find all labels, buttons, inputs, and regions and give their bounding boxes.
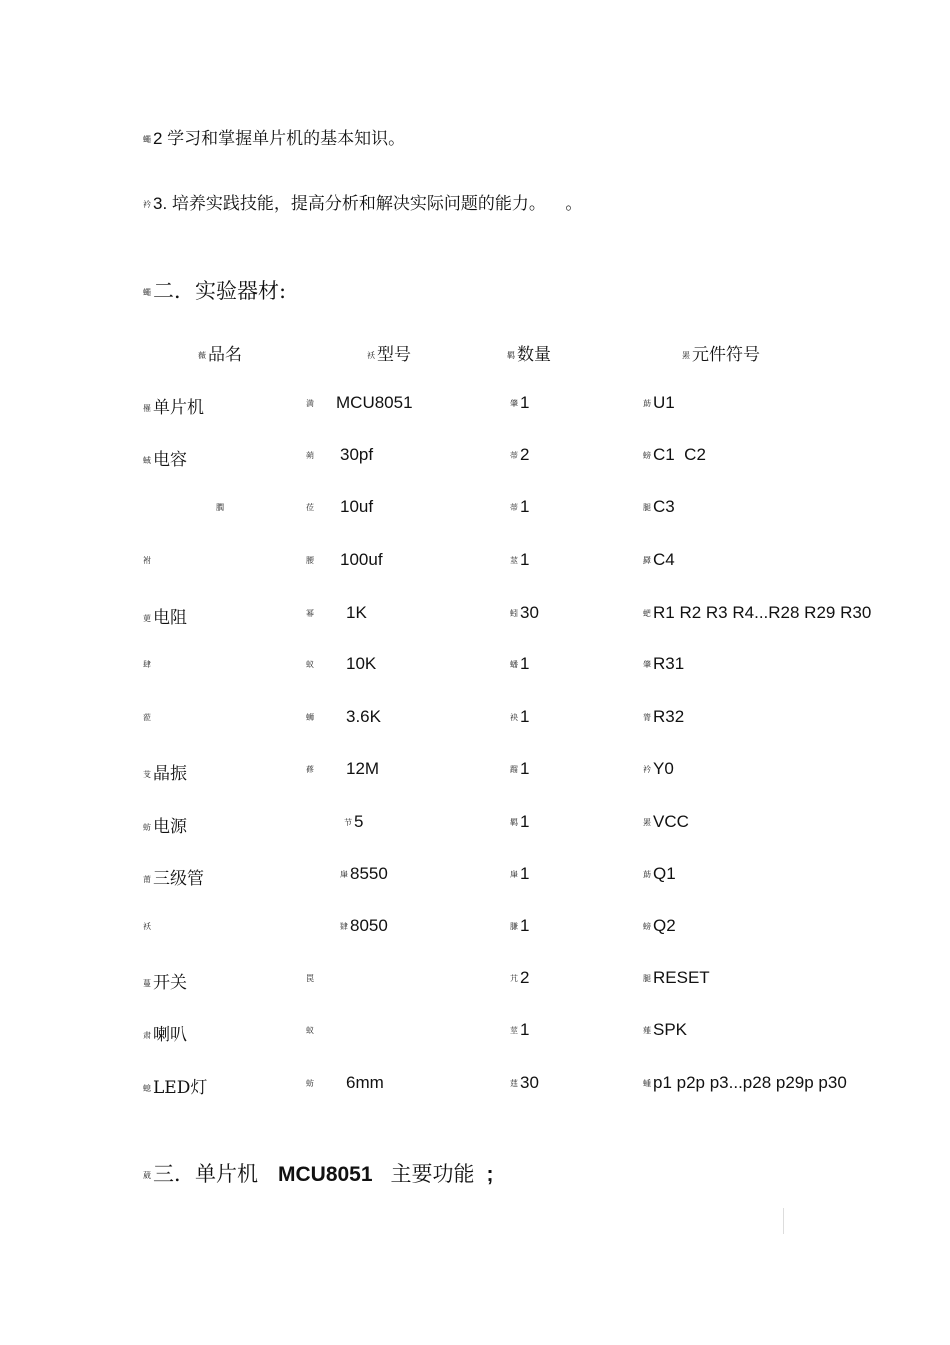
qty-text: 1 <box>520 550 530 569</box>
cell-qty <box>510 497 529 517</box>
section-heading-functions <box>143 1158 494 1188</box>
glyph-mark: 肁 <box>510 870 518 880</box>
cell-symbol <box>643 759 674 779</box>
cell-name <box>143 864 204 889</box>
model-text: 3.6K <box>346 707 381 726</box>
glyph-mark: 蒴 <box>306 451 314 461</box>
objective-text: 2 学习和掌握单片机的基本知识。 <box>153 129 406 148</box>
cell-qty <box>510 968 529 988</box>
glyph-mark: 蚄 <box>306 1079 314 1089</box>
qty-text: 1 <box>520 916 530 935</box>
objective-tail: 。 <box>565 194 583 214</box>
qty-text: 1 <box>520 864 530 883</box>
model-text: MCU8051 <box>336 393 413 412</box>
glyph-mark: 螅 <box>143 1084 151 1093</box>
cell-model <box>340 916 388 936</box>
cell-name <box>216 497 226 517</box>
cell-symbol <box>643 812 689 832</box>
section-heading-equipment <box>143 275 286 305</box>
cell-qty <box>510 864 529 884</box>
objective-2 <box>143 124 405 149</box>
glyph-mark: 莇 <box>643 870 651 880</box>
glyph-mark: 蚁 <box>306 660 314 670</box>
glyph-mark: 蔓 <box>143 979 151 988</box>
symbol-text: RESET <box>653 968 710 987</box>
glyph-mark: 莛 <box>510 1079 518 1089</box>
cell-symbol <box>643 968 710 988</box>
cell-model <box>344 812 363 832</box>
glyph-mark: 蒞 <box>143 713 151 722</box>
cell-symbol <box>643 550 675 570</box>
symbol-text: C4 <box>653 550 675 569</box>
glyph-mark: 幂 <box>306 609 314 619</box>
section-title-end: ; <box>486 1163 494 1186</box>
glyph-mark: 罹 <box>143 404 151 413</box>
qty-text: 1 <box>520 1020 530 1039</box>
glyph-mark: 蚆 <box>643 609 651 619</box>
glyph-mark: 肁 <box>340 870 348 880</box>
cell-model <box>306 968 316 988</box>
glyph-mark: 蒂 <box>510 503 518 513</box>
glyph-mark: 莇 <box>643 399 651 409</box>
name-text: 单片机 <box>153 398 204 418</box>
cell-name <box>143 393 204 418</box>
symbol-text: C1 C2 <box>653 445 706 464</box>
symbol-text: C3 <box>653 497 675 516</box>
cell-name <box>143 550 153 570</box>
section-title-suffix: 主要功能 <box>390 1162 475 1186</box>
objective-3 <box>143 189 582 214</box>
cell-qty <box>510 1020 529 1040</box>
cell-name <box>143 916 153 936</box>
glyph-mark: 肆 <box>143 660 151 669</box>
name-text: LED灯 <box>153 1078 208 1098</box>
symbol-text: SPK <box>653 1020 688 1039</box>
header-symbol <box>682 340 760 365</box>
cell-model <box>306 707 381 727</box>
glyph-mark: 葳 <box>143 1171 151 1180</box>
header-name <box>198 340 242 365</box>
glyph-mark: 腿 <box>643 503 651 513</box>
glyph-mark: 蚁 <box>306 1026 314 1036</box>
objective-text: 3. 培养实践技能，提高分析和解决实际问题的能力。 <box>153 194 538 213</box>
name-text: 晶振 <box>153 764 187 784</box>
model-text: 8550 <box>350 864 388 883</box>
cell-qty <box>510 603 539 623</box>
glyph-mark: 羁 <box>510 818 518 828</box>
glyph-mark: 膂 <box>643 713 651 723</box>
cell-qty <box>510 445 529 465</box>
cell-symbol <box>643 1073 847 1093</box>
cell-symbol <box>643 707 684 727</box>
cell-name <box>143 759 187 784</box>
glyph-mark: 罴 <box>643 818 651 828</box>
glyph-mark: 螃 <box>643 922 651 932</box>
cell-qty <box>510 393 529 413</box>
header-quantity <box>507 340 551 365</box>
glyph-mark: 羁 <box>507 351 515 360</box>
glyph-mark: 袝 <box>143 556 151 565</box>
glyph-mark: 蠅 <box>143 135 151 144</box>
qty-text: 1 <box>520 654 530 673</box>
cell-qty <box>510 707 529 727</box>
glyph-mark: 薇 <box>198 351 206 360</box>
header-label: 元件符号 <box>692 345 760 365</box>
header-model <box>367 340 411 365</box>
cell-model <box>306 603 367 623</box>
model-text: 100uf <box>340 550 383 569</box>
name-text: 三级管 <box>153 869 204 889</box>
symbol-text: Y0 <box>653 759 674 778</box>
qty-text: 1 <box>520 707 530 726</box>
section-title-bold: MCU8051 <box>278 1163 373 1186</box>
glyph-mark: 肃 <box>143 1031 151 1040</box>
glyph-mark: 羄 <box>643 556 651 566</box>
glyph-mark: 蟠 <box>510 660 518 670</box>
cell-name <box>143 445 187 470</box>
glyph-mark: 蛳 <box>306 713 314 723</box>
glyph-mark: 腰 <box>306 556 314 566</box>
glyph-mark: 芁 <box>510 974 518 984</box>
model-text: 10uf <box>340 497 374 516</box>
glyph-mark: 莁 <box>510 556 518 566</box>
cell-symbol <box>643 654 684 674</box>
glyph-mark: 袂 <box>510 713 518 723</box>
cell-qty <box>510 1073 539 1093</box>
glyph-mark: 衿 <box>643 765 651 775</box>
glyph-mark: 肇 <box>643 660 651 670</box>
qty-text: 2 <box>520 968 530 987</box>
cell-symbol <box>643 393 675 413</box>
model-text: 12M <box>346 759 380 778</box>
qty-text: 1 <box>520 759 530 778</box>
cell-model <box>306 393 413 413</box>
model-text: 10K <box>346 654 377 673</box>
glyph-mark: 衿 <box>143 200 151 209</box>
glyph-mark: 膶 <box>216 503 224 512</box>
glyph-mark: 蜮 <box>143 456 151 465</box>
model-text: 8050 <box>350 916 388 935</box>
glyph-mark: 莆 <box>143 875 151 884</box>
cell-name <box>143 1073 207 1098</box>
glyph-mark: 肇 <box>510 399 518 409</box>
cell-qty <box>510 759 529 779</box>
name-text: 电阻 <box>153 608 187 628</box>
glyph-mark: 腿 <box>643 974 651 984</box>
name-text: 开关 <box>153 973 187 993</box>
glyph-mark: 莄 <box>143 614 151 623</box>
glyph-mark: 蚓 <box>510 609 518 619</box>
qty-text: 1 <box>520 393 530 412</box>
glyph-mark: 蹓 <box>510 765 518 775</box>
glyph-mark: 蝩 <box>643 1079 651 1089</box>
name-text: 电容 <box>153 450 187 470</box>
cell-symbol <box>643 916 676 936</box>
cell-qty <box>510 812 529 832</box>
model-text: 30pf <box>340 445 374 464</box>
cell-qty <box>510 654 529 674</box>
qty-text: 1 <box>520 497 530 516</box>
glyph-mark: 袄 <box>367 351 375 360</box>
cell-model <box>306 497 373 517</box>
symbol-text: R32 <box>653 707 685 726</box>
name-text: 电源 <box>153 817 187 837</box>
section-title: 二．实验器材: <box>153 279 287 303</box>
glyph-mark: 螃 <box>643 451 651 461</box>
cell-symbol <box>643 497 675 517</box>
symbol-text: VCC <box>653 812 689 831</box>
glyph-mark: 莖 <box>510 1026 518 1036</box>
glyph-mark: 芆 <box>143 770 151 779</box>
glyph-mark: 蓚 <box>306 765 314 775</box>
cell-model <box>306 550 383 570</box>
glyph-mark: 罠 <box>306 974 314 984</box>
qty-text: 2 <box>520 445 530 464</box>
symbol-text: Q2 <box>653 916 676 935</box>
cell-model <box>306 1020 316 1040</box>
glyph-mark: 肄 <box>340 922 348 932</box>
qty-text: 30 <box>520 1073 539 1092</box>
glyph-mark: 蠅 <box>143 288 151 297</box>
qty-text: 30 <box>520 603 539 622</box>
glyph-mark: 袄 <box>143 922 151 931</box>
glyph-mark: 节 <box>344 818 352 828</box>
glyph-mark: 蚄 <box>143 823 151 832</box>
glyph-mark: 薤 <box>643 1026 651 1036</box>
symbol-text: Q1 <box>653 864 676 883</box>
glyph-mark: 罴 <box>682 351 690 360</box>
cell-model <box>306 759 379 779</box>
header-label: 型号 <box>377 345 411 365</box>
glyph-mark: 満 <box>306 399 314 409</box>
cell-model <box>306 654 376 674</box>
cell-name <box>143 812 187 837</box>
glyph-mark: 膁 <box>510 922 518 932</box>
cell-model <box>340 864 388 884</box>
symbol-text: R1 R2 R3 R4...R28 R29 R30 <box>653 603 872 622</box>
cell-symbol <box>643 445 706 465</box>
cell-name <box>143 654 153 674</box>
cell-name <box>143 1020 187 1045</box>
cell-symbol <box>643 864 676 884</box>
header-label: 数量 <box>517 345 551 365</box>
symbol-text: R31 <box>653 654 685 673</box>
model-text: 6mm <box>346 1073 384 1092</box>
cell-qty <box>510 916 529 936</box>
model-text: 1K <box>346 603 367 622</box>
cell-name <box>143 603 187 628</box>
name-text: 喇叭 <box>153 1025 187 1045</box>
cell-symbol <box>643 1020 687 1040</box>
glyph-mark: 蒂 <box>510 451 518 461</box>
cell-name <box>143 968 187 993</box>
cell-qty <box>510 550 529 570</box>
model-text: 5 <box>354 812 364 831</box>
symbol-text: U1 <box>653 393 675 412</box>
glyph-mark: 莅 <box>306 503 314 513</box>
cell-model <box>306 1073 384 1093</box>
page-divider <box>783 1208 784 1234</box>
cell-symbol <box>643 603 871 623</box>
section-title-prefix: 三．单片机 <box>153 1162 258 1186</box>
cell-model <box>306 445 373 465</box>
header-label: 品名 <box>208 345 242 365</box>
symbol-text: p1 p2p p3...p28 p29p p30 <box>653 1073 847 1092</box>
qty-text: 1 <box>520 812 530 831</box>
cell-name <box>143 707 153 727</box>
